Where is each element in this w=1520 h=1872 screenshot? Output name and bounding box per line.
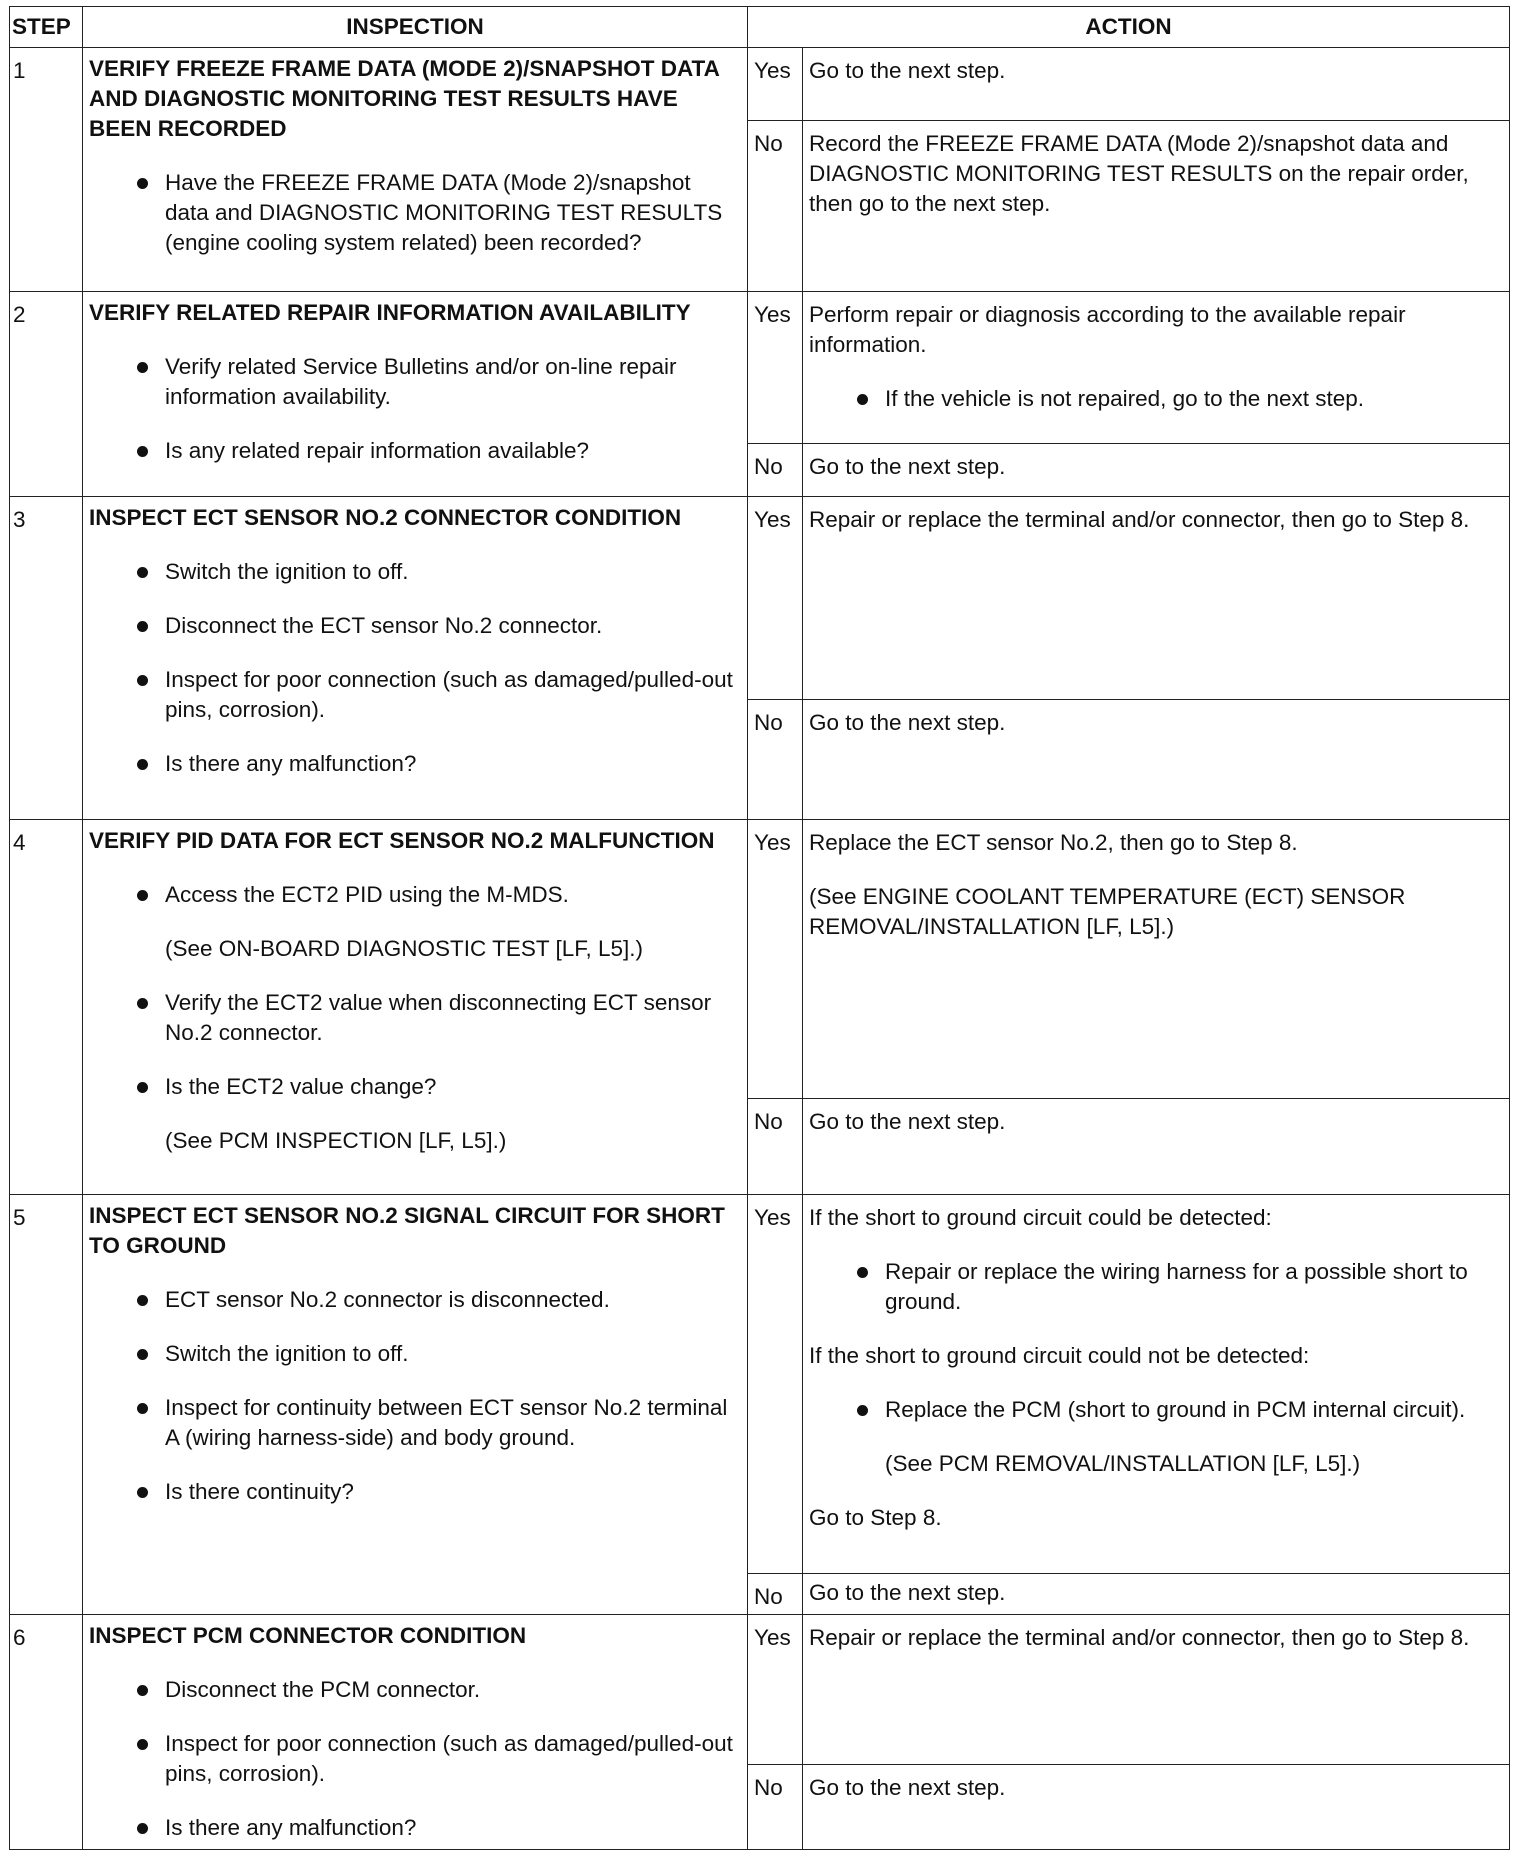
inspection-item: Disconnect the ECT sensor No.2 connector. (89, 611, 737, 641)
no-action: Go to the next step. (803, 700, 1510, 820)
inspection-list (89, 1675, 737, 1843)
inspection-item: Is there continuity? (89, 1477, 737, 1507)
header-action: ACTION (748, 7, 1510, 48)
step-number: 5 (10, 1195, 83, 1615)
yes-action: Repair or replace the terminal and/or connector, then go to Step 8. (803, 497, 1510, 700)
inspection-reference: (See PCM INSPECTION [LF, L5].) (165, 1128, 507, 1153)
no-action: Record the FREEZE FRAME DATA (Mode 2)/snapshot data and DIAGNOSTIC MONITORING TEST RESULTS on the repair order, then go to the next step. (803, 121, 1510, 292)
yes-label: Yes (748, 48, 803, 121)
no-action: Go to the next step. (803, 1765, 1510, 1850)
inspection-item: Access the ECT2 PID using the M-MDS. (89, 880, 737, 910)
no-label: No (748, 1574, 803, 1615)
step-number: 6 (10, 1615, 83, 1850)
inspection-list (89, 352, 737, 466)
inspection-item: Inspect for poor connection (such as damaged/pulled-out pins, corrosion). (89, 665, 737, 725)
step-inspection (83, 1195, 748, 1615)
no-action: Go to the next step. (803, 444, 1510, 497)
yes-action (803, 820, 1510, 1099)
yes-action-bullet: Replace the PCM (short to ground in PCM internal circuit). (809, 1395, 1497, 1425)
yes-label: Yes (748, 292, 803, 444)
step-number: 1 (10, 48, 83, 292)
yes-action-reference: (See ENGINE COOLANT TEMPERATURE (ECT) SENSOR REMOVAL/INSTALLATION [LF, L5].) (809, 884, 1406, 939)
inspection-item: Disconnect the PCM connector. (89, 1675, 737, 1705)
no-action: Go to the next step. (803, 1099, 1510, 1195)
step-inspection (83, 1615, 748, 1850)
inspection-item: Switch the ignition to off. (89, 557, 737, 587)
no-label: No (748, 1099, 803, 1195)
step-title: INSPECT ECT SENSOR NO.2 SIGNAL CIRCUIT FOR SHORT TO GROUND (89, 1203, 725, 1258)
inspection-item: Verify the ECT2 value when disconnecting ECT sensor No.2 connector. (89, 988, 737, 1048)
step-number: 4 (10, 820, 83, 1195)
inspection-item: ECT sensor No.2 connector is disconnected. (89, 1285, 737, 1315)
table-row (10, 1195, 1510, 1574)
yes-action-text: If the short to ground circuit could be detected: (809, 1205, 1272, 1230)
no-action: Go to the next step. (803, 1574, 1510, 1615)
step-inspection (83, 820, 748, 1195)
yes-action-text: If the short to ground circuit could not be detected: (809, 1343, 1310, 1368)
table-row (10, 48, 1510, 121)
yes-action: Go to the next step. (803, 48, 1510, 121)
step-title: VERIFY RELATED REPAIR INFORMATION AVAILABILITY (89, 300, 691, 325)
yes-action-text: Go to Step 8. (809, 1505, 942, 1530)
yes-action-reference: (See PCM REMOVAL/INSTALLATION [LF, L5].) (885, 1451, 1361, 1476)
header-inspection: INSPECTION (83, 7, 748, 48)
table-row (10, 1615, 1510, 1765)
no-label: No (748, 1765, 803, 1850)
inspection-item: Is the ECT2 value change? (89, 1072, 737, 1102)
step-inspection (83, 292, 748, 497)
step-title: VERIFY FREEZE FRAME DATA (MODE 2)/SNAPSHOT DATA AND DIAGNOSTIC MONITORING TEST RESULTS HAVE BEEN RECORDED (89, 56, 720, 141)
yes-action (803, 292, 1510, 444)
step-number: 3 (10, 497, 83, 820)
yes-action: Repair or replace the terminal and/or connector, then go to Step 8. (803, 1615, 1510, 1765)
inspection-item: Switch the ignition to off. (89, 1339, 737, 1369)
yes-label: Yes (748, 1195, 803, 1574)
step-inspection (83, 48, 748, 292)
yes-action-bullet: If the vehicle is not repaired, go to the next step. (809, 384, 1497, 414)
inspection-item: Is any related repair information available? (89, 436, 737, 466)
table-row (10, 292, 1510, 444)
inspection-item: Verify related Service Bulletins and/or on-line repair information availability. (89, 352, 737, 412)
inspection-reference: (See ON-BOARD DIAGNOSTIC TEST [LF, L5].) (165, 936, 644, 961)
inspection-list (89, 557, 737, 779)
inspection-list (89, 988, 737, 1102)
table-header-row (10, 7, 1510, 48)
inspection-item: Inspect for poor connection (such as damaged/pulled-out pins, corrosion). (89, 1729, 737, 1789)
table-row (10, 820, 1510, 1099)
table-row (10, 497, 1510, 700)
step-title: INSPECT ECT SENSOR NO.2 CONNECTOR CONDITION (89, 505, 682, 530)
step-inspection (83, 497, 748, 820)
yes-action (803, 1195, 1510, 1574)
no-label: No (748, 121, 803, 292)
yes-action-text: Perform repair or diagnosis according to the available repair information. (809, 302, 1406, 357)
step-number: 2 (10, 292, 83, 497)
no-label: No (748, 444, 803, 497)
yes-label: Yes (748, 1615, 803, 1765)
no-label: No (748, 700, 803, 820)
yes-label: Yes (748, 497, 803, 700)
yes-action-text: Replace the ECT sensor No.2, then go to Step 8. (809, 830, 1298, 855)
inspection-item: Inspect for continuity between ECT sensor No.2 terminal A (wiring harness-side) and body ground. (89, 1393, 737, 1453)
inspection-list (89, 168, 737, 258)
header-step: STEP (10, 7, 83, 48)
yes-label: Yes (748, 820, 803, 1099)
yes-action-bullet: Repair or replace the wiring harness for a possible short to ground. (809, 1257, 1497, 1317)
inspection-list (89, 1285, 737, 1507)
step-title: VERIFY PID DATA FOR ECT SENSOR NO.2 MALFUNCTION (89, 828, 715, 853)
inspection-item: Is there any malfunction? (89, 749, 737, 779)
inspection-list (89, 880, 737, 910)
step-title: INSPECT PCM CONNECTOR CONDITION (89, 1623, 527, 1648)
inspection-item: Is there any malfunction? (89, 1813, 737, 1843)
inspection-item: Have the FREEZE FRAME DATA (Mode 2)/snapshot data and DIAGNOSTIC MONITORING TEST RESULTS (engine cooling system related) been recorded? (89, 168, 737, 258)
diagnostic-table (9, 6, 1510, 1850)
